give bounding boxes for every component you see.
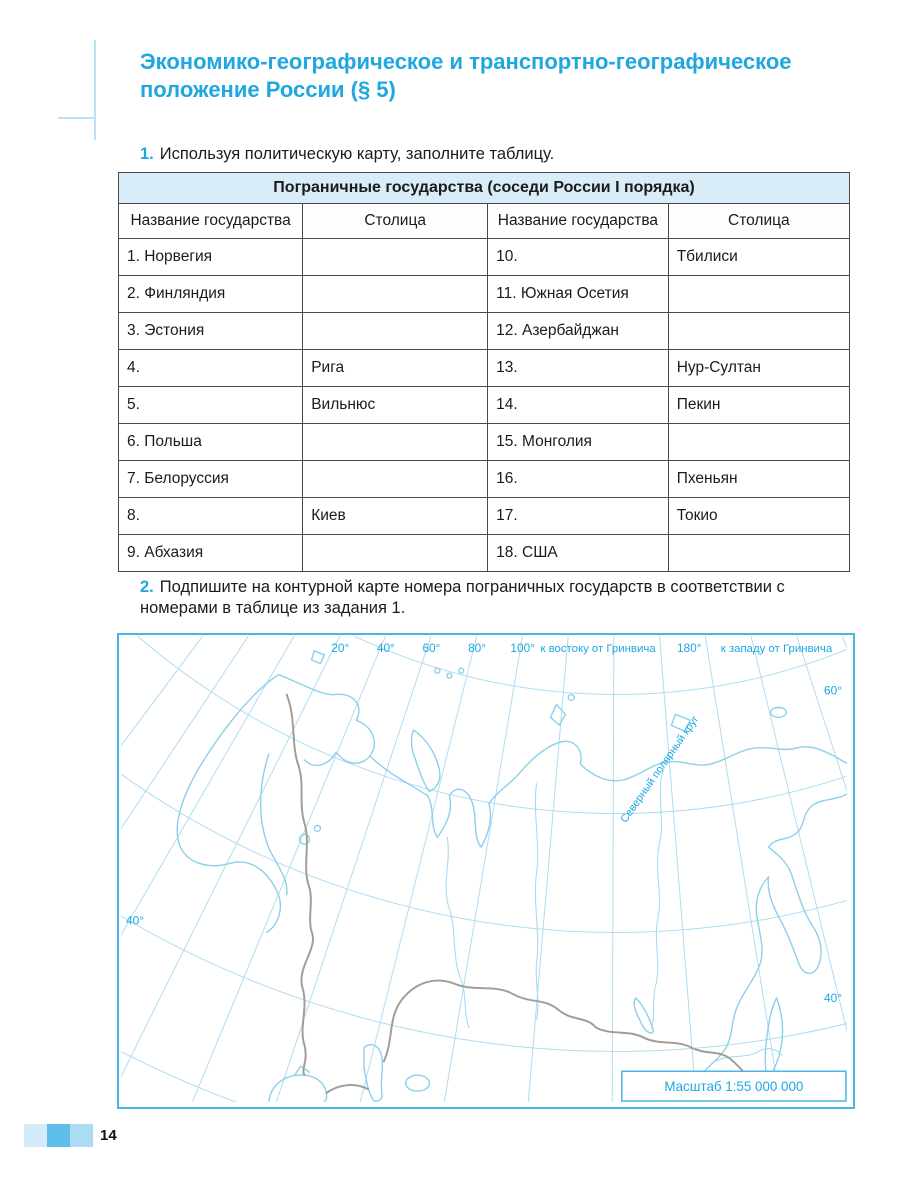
col-header-capital-1: Столица	[303, 204, 488, 239]
table-row	[119, 424, 850, 461]
table-cell: 2. Финляндия	[119, 276, 303, 313]
scale-label: Масштаб 1:55 000 000	[664, 1079, 804, 1095]
west-of-greenwich-label: к западу от Гринвича	[720, 642, 833, 655]
col-header-capital-2: Столица	[668, 204, 849, 239]
col-header-country-1: Название государства	[119, 204, 303, 239]
page-title-line1: Экономико-географическое и транспортно-географическое	[140, 49, 792, 74]
contour-map	[117, 633, 855, 1109]
table-cell: Рига	[303, 350, 488, 387]
task-1	[140, 144, 852, 165]
arctic-circle-label: Северный полярный круг	[618, 713, 702, 826]
task-2	[140, 577, 852, 620]
table-row	[119, 461, 850, 498]
table-header-row	[119, 204, 850, 239]
decor-vertical-rule	[94, 40, 96, 140]
meridian-label-20: 20°	[331, 640, 350, 655]
table-title-row	[119, 173, 850, 204]
table-cell: 15. Монголия	[488, 424, 669, 461]
parallel-label-40-right: 40°	[824, 990, 843, 1005]
table-cell	[668, 276, 849, 313]
border-states-table	[118, 172, 850, 572]
footer-square-2	[47, 1124, 70, 1147]
table-cell	[303, 424, 488, 461]
table-row	[119, 498, 850, 535]
table-cell: 6. Польша	[119, 424, 303, 461]
table-row	[119, 239, 850, 276]
graticule	[119, 635, 849, 1103]
decor-horizontal-rule	[58, 117, 96, 119]
table-cell	[668, 535, 849, 572]
table-cell: 16.	[488, 461, 669, 498]
table-row	[119, 350, 850, 387]
table-title: Пограничные государства (соседи России I порядка)	[119, 173, 850, 204]
table-cell: 9. Абхазия	[119, 535, 303, 572]
footer-square-1	[24, 1124, 47, 1147]
page-number: 14	[100, 1127, 117, 1144]
table-row	[119, 387, 850, 424]
table-cell: Пхеньян	[668, 461, 849, 498]
table-cell: 4.	[119, 350, 303, 387]
table-cell: 18. США	[488, 535, 669, 572]
meridian-label-180: 180°	[676, 640, 702, 655]
table-cell	[668, 313, 849, 350]
table-cell	[303, 239, 488, 276]
table-cell: 8.	[119, 498, 303, 535]
table-cell	[303, 313, 488, 350]
coastlines	[177, 651, 848, 1101]
meridian-label-40: 40°	[376, 640, 395, 655]
task-2-text: Подпишите на контурной карте номера пограничных государств в соответствии с номерами в таблице из задания 1.	[140, 578, 785, 618]
table-cell: Вильнюс	[303, 387, 488, 424]
table-cell: 14.	[488, 387, 669, 424]
table-row	[119, 535, 850, 572]
scale-box	[622, 1071, 846, 1101]
table-cell	[303, 461, 488, 498]
contour-map-svg	[119, 635, 849, 1103]
task-1-number: 1.	[140, 145, 154, 163]
table-cell: 10.	[488, 239, 669, 276]
page-title-line2: положение России (§ 5)	[140, 77, 396, 103]
table-cell: Пекин	[668, 387, 849, 424]
task-1-text: Используя политическую карту, заполните таблицу.	[159, 145, 555, 163]
table-cell: 1. Норвегия	[119, 239, 303, 276]
page-footer	[0, 1124, 300, 1150]
table-row	[119, 276, 850, 313]
table-cell: 17.	[488, 498, 669, 535]
page-title	[140, 48, 860, 104]
table-cell: 3. Эстония	[119, 313, 303, 350]
table-cell	[303, 535, 488, 572]
table-cell: 11. Южная Осетия	[488, 276, 669, 313]
table-row	[119, 313, 850, 350]
table-cell: 12. Азербайджан	[488, 313, 669, 350]
footer-square-3	[70, 1124, 93, 1147]
table-cell: Тбилиси	[668, 239, 849, 276]
meridian-label-80: 80°	[468, 640, 487, 655]
parallel-label-40-left: 40°	[125, 913, 144, 928]
table-cell: 5.	[119, 387, 303, 424]
meridian-label-60: 60°	[422, 640, 441, 655]
table-cell: 7. Белоруссия	[119, 461, 303, 498]
table-cell	[668, 424, 849, 461]
col-header-country-2: Название государства	[488, 204, 669, 239]
table-cell: Киев	[303, 498, 488, 535]
meridian-label-100: 100°	[510, 640, 535, 655]
table-cell: Токио	[668, 498, 849, 535]
table-cell	[303, 276, 488, 313]
table-cell: Нур-Султан	[668, 350, 849, 387]
table-cell: 13.	[488, 350, 669, 387]
east-of-greenwich-label: к востоку от Гринвича	[540, 642, 656, 655]
task-2-number: 2.	[140, 578, 154, 596]
parallel-label-60: 60°	[824, 683, 843, 698]
